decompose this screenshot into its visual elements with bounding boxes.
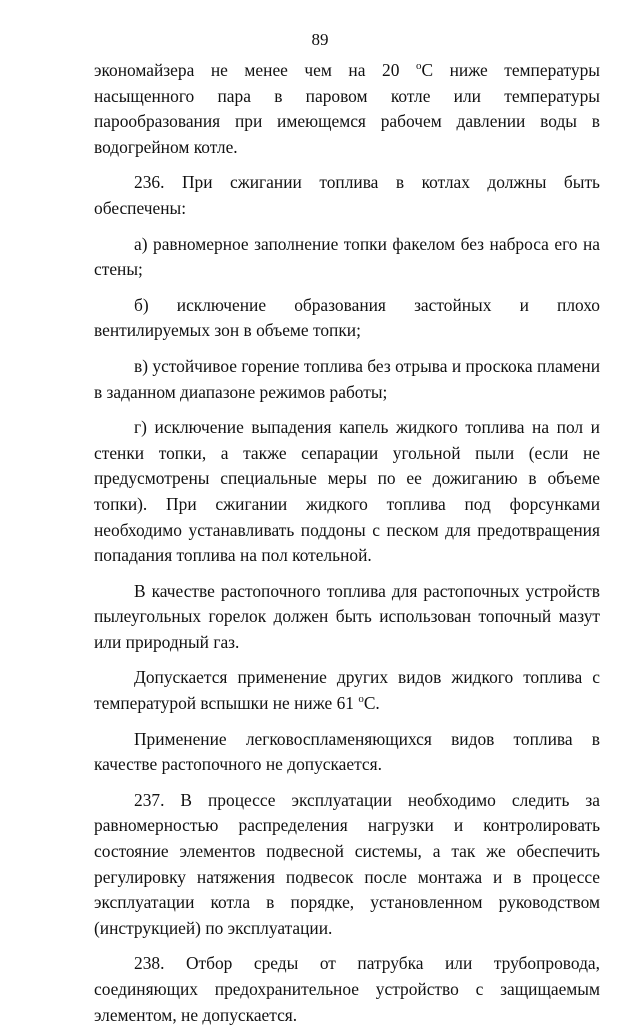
paragraph-237: 237. В процессе эксплуатации необходимо следить за равномерностью распределения нагрузки и контролировать состояние элементов подвесной системы, а так же обеспечить регулировку натяжения подвесок после монтажа и в процессе эксплуатации котла в порядке, установленном руководством (инструкцией) по эксплуатации. <box>94 789 600 938</box>
degree-superscript: о <box>358 693 364 706</box>
paragraph-continuation <box>94 58 600 160</box>
paragraph-allowed-fuel <box>94 665 600 716</box>
paragraph-text: С. <box>363 693 380 714</box>
paragraph-item-b: б) исключение образования застойных и плохо вентилируемых зон в объеме топки; <box>94 294 600 341</box>
paragraph-238: 238. Отбор среды от патрубка или трубопровода, соединяющих предохранительное устройство с защищаемым элементом, не допускается. <box>94 953 600 1025</box>
paragraph-item-a: а) равномерное заполнение топки факелом без наброса его на стены; <box>94 233 600 280</box>
paragraph-text: Допускается применение других видов жидкого топлива с температурой вспышки не ниже 61 <box>94 667 600 714</box>
page-number: 89 <box>311 30 329 49</box>
paragraph-item-v: в) устойчивое горение топлива без отрыва и проскока пламени в заданном диапазоне режимов работы; <box>94 355 600 402</box>
paragraph-text: экономайзера не менее чем на 20 <box>94 60 416 80</box>
paragraph-236: 236. При сжигании топлива в котлах должны быть обеспечены: <box>94 172 600 218</box>
paragraph-flammable-fuel: Применение легковоспламеняющихся видов топлива в качестве растопочного не допускается. <box>94 728 600 775</box>
paragraph-ignition-fuel: В качестве растопочного топлива для растопочных устройств пылеугольных горелок должен быть использован топочный мазут или природный газ. <box>94 580 600 652</box>
body-text <box>94 58 600 1028</box>
degree-superscript: о <box>415 60 422 73</box>
paragraph-item-g: г) исключение выпадения капель жидкого топлива на пол и стенки топки, а также сепарации угольной пыли (если не предусмотрены специальные меры по ее дожиганию в объеме топки). При сжигании жидкого топлива под форсунками необходимо устанавливать поддоны с песком для предотвращения попадания топлива на пол котельной. <box>94 417 600 566</box>
paragraph-text: С ниже температуры насыщенного пара в паровом котле или температуры парообразования при имеющемся рабочем давлении воды в водогрейном котле. <box>94 60 600 157</box>
